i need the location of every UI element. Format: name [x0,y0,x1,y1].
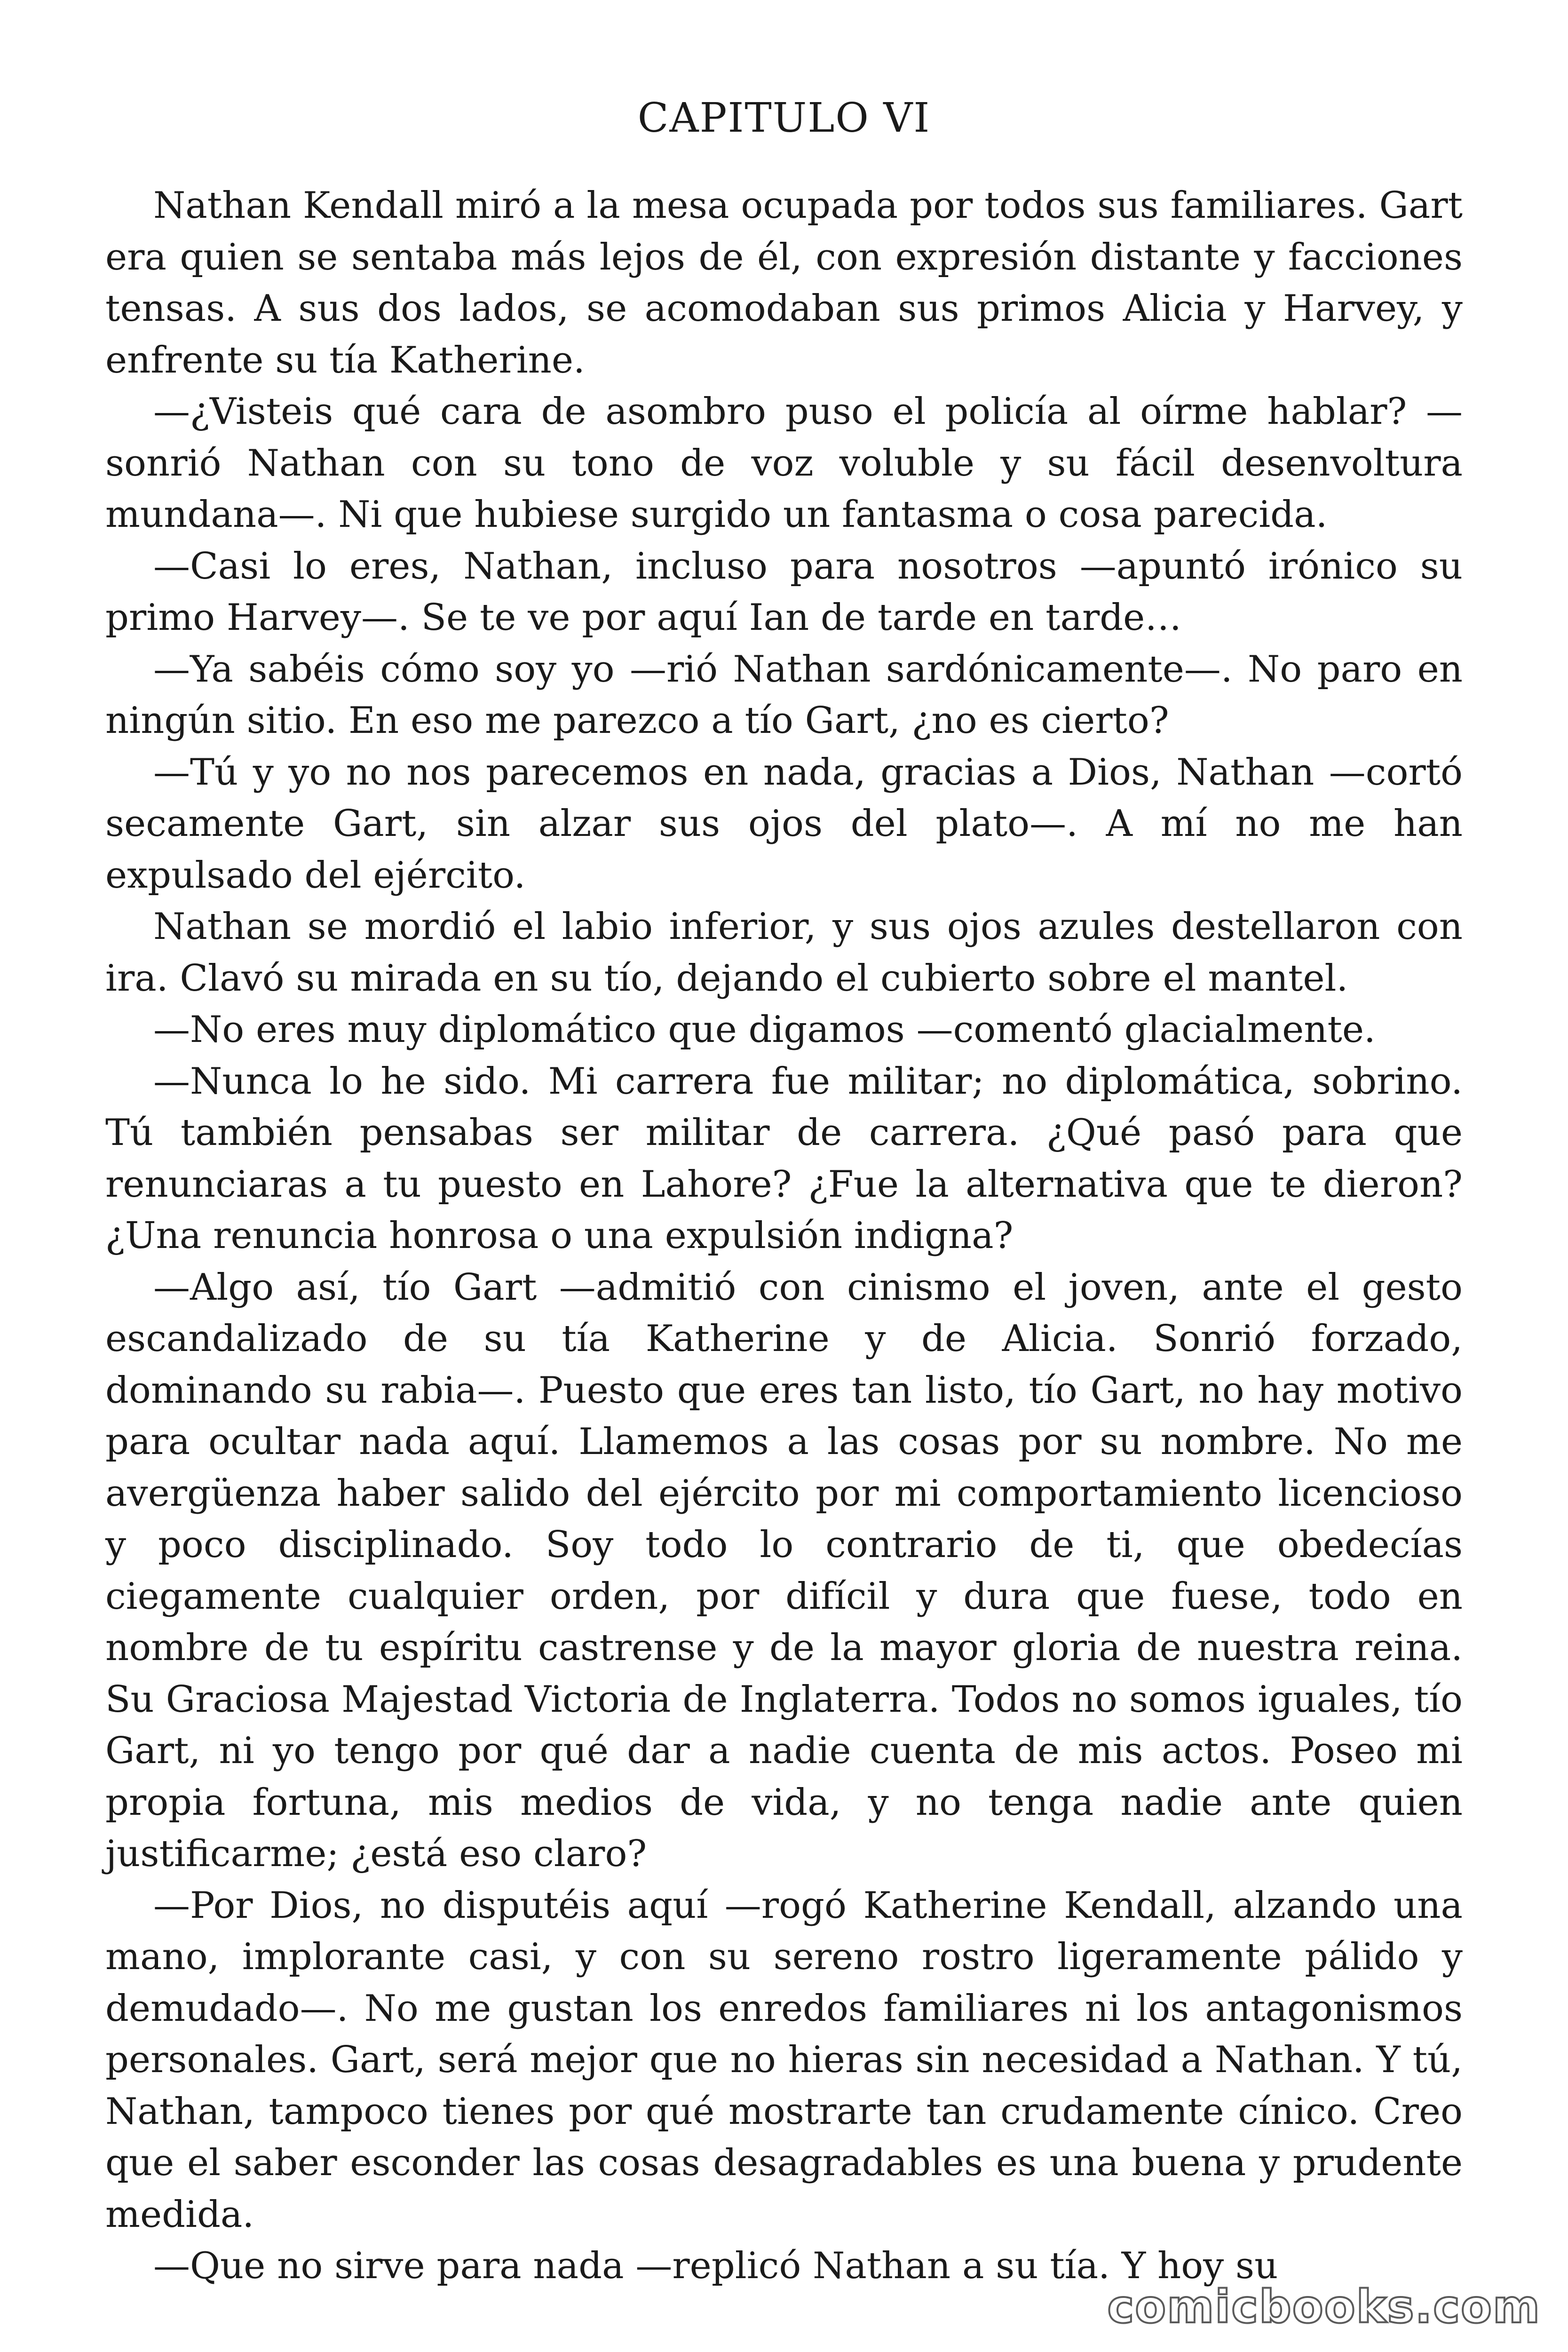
paragraph-8: —Nunca lo he sido. Mi carrera fue militar; no diplomática, sobrino. Tú también pensabas ser militar de carrera. ¿Qué pasó para que renunciaras a tu puesto en Lahore? ¿Fue la alternativa que te dieron? ¿Una renuncia honrosa o una expulsión indigna? [105,1060,1463,1257]
chapter-title: CAPITULO VI [637,95,931,142]
paragraph-9: —Algo así, tío Gart —admitió con cinismo el joven, ante el gesto escandalizado de su tía Katherine y de Alicia. Sonrió forzado, dominando su rabia—. Puesto que eres tan listo, tío Gart, no hay motivo para ocultar nada aquí. Llamemos a las cosas por su nombre. No me avergüenza haber salido del ejército por mi comportamiento licencioso y poco disciplinado. Soy todo lo contrario de ti, que obedecías ciegamente cualquier orden, por difícil y dura que fuese, todo en nombre de tu espíritu castrense y de la mayor gloria de nuestra reina. Su Graciosa Majestad Victoria de Inglaterra. Todos no somos iguales, tío Gart, ni yo tengo por qué dar a nadie cuenta de mis actos. Poseo mi propia fortuna, mis medios de vida, y no tenga nadie ante quien justificarme; ¿está eso claro? [105,1266,1463,1875]
paragraph-4: —Ya sabéis cómo soy yo —rió Nathan sardónicamente—. No paro en ningún sitio. En eso me parezco a tío Gart, ¿no es cierto? [105,648,1463,742]
paragraph-7: —No eres muy diplomático que digamos —comentó glacialmente. [153,1009,1376,1051]
paragraph-3: —Casi lo eres, Nathan, incluso para nosotros —apuntó irónico su primo Harvey—. Se te ve por aquí Ian de tarde en tarde… [105,545,1463,639]
paragraph-1: Nathan Kendall miró a la mesa ocupada por todos sus familiares. Gart era quien se sentaba más lejos de él, con expresión distante y facciones tensas. A sus dos lados, se acomodaban sus primos Alicia y Harvey, y enfrente su tía Katherine. [105,184,1463,381]
paragraph-6: Nathan se mordió el labio inferior, y sus ojos azules destellaron con ira. Clavó su mirada en su tío, dejando el cubierto sobre el mantel. [105,906,1463,1000]
paragraph-10: —Por Dios, no disputéis aquí —rogó Katherine Kendall, alzando una mano, implorante casi, y con su sereno rostro ligeramente pálido y demudado—. No me gustan los enredos familiares ni los antagonismos personales. Gart, será mejor que no hieras sin necesidad a Nathan. Y tú, Nathan, tampoco tienes por qué mostrarte tan crudamente cínico. Creo que el saber esconder las cosas desagradables es una buena y prudente medida. [105,1884,1463,2236]
watermark: comicbooks.com [1107,2280,1541,2333]
paragraph-11: —Que no sirve para nada —replicó Nathan a su tía. Y hoy su [153,2245,1278,2288]
paragraph-5: —Tú y yo no nos parecemos en nada, gracias a Dios, Nathan —cortó secamente Gart, sin alzar sus ojos del plato—. A mí no me han expulsado del ejército. [105,751,1463,897]
book-page [105,94,1463,2292]
paragraph-2: —¿Visteis qué cara de asombro puso el policía al oírme hablar? —sonrió Nathan con su tono de voz voluble y su fácil desenvoltura mundana—. Ni que hubiese surgido un fantasma o cosa parecida. [105,390,1463,536]
